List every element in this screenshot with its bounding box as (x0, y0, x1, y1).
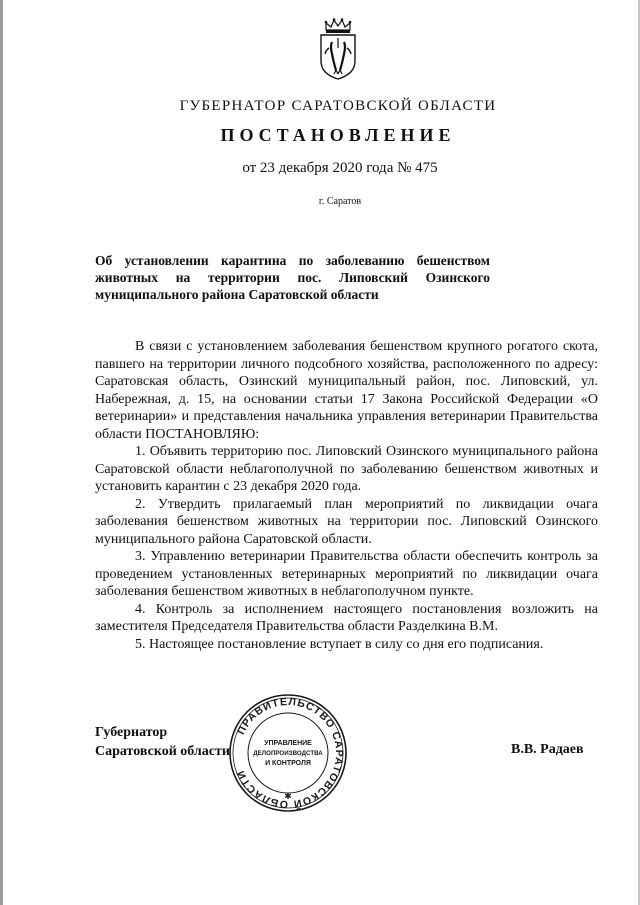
body-item-5: 5. Настоящее постановление вступает в силу со дня его подписания. (135, 636, 544, 652)
body-item-4: 4. Контроль за исполнением настоящего постановления возложить на заместителя Председателя Правительства области Разделкина В.М. (95, 601, 598, 634)
document-type-heading: ПОСТАНОВЛЕНИЕ (220, 125, 456, 145)
signatory-name: В.В. Радаев (511, 742, 584, 757)
stamp-line-3: И КОНТРОЛЯ (265, 760, 311, 767)
coat-of-arms-icon (317, 18, 359, 80)
stamp-line-1: УПРАВЛЕНИЕ (264, 740, 312, 747)
document-title: Об установлении карантина по заболеванию бешенством животных на территории пос. Липовский Озинского муниципального района Саратовской области (95, 253, 490, 302)
stamp-line-2: ДЕЛОПРОИЗВОДСТВА (253, 750, 323, 757)
issuer-heading: ГУБЕРНАТОР САРАТОВСКОЙ ОБЛАСТИ (179, 98, 497, 114)
stamp-ring-text: ПРАВИТЕЛЬСТВО САРАТОВСКОЙ ОБЛАСТИ (234, 695, 346, 811)
document-date-number: от 23 декабря 2020 года № 475 (242, 160, 438, 176)
stamp-star-icon: ✱ (284, 791, 292, 801)
signatory-title-line-2: Саратовской области (95, 744, 230, 759)
body-item-2: 2. Утвердить прилагаемый план мероприятий по ликвидации очага заболевания бешенством животных на территории пос. Липовский Озинского муниципального района Саратовской области. (95, 496, 598, 547)
body-item-1: 1. Объявить территорию пос. Липовский Озинского муниципального района Саратовской области неблагополучной по заболеванию бешенством животных и установить карантин с 23 декабря 2020 года. (95, 444, 598, 494)
document-body (95, 338, 598, 653)
body-preamble: В связи с установлением заболевания бешенством крупного рогатого скота, павшего на территории личного подсобного хозяйства, расположенного по адресу: Саратовская область, Озинский муниципальный район, пос. Липовский, ул. Набережная, д. 15, на основании статьи 17 Закона Российской Федерации «О ветеринарии» и представления начальника управления ветеринарии Правительства области ПОСТАНОВЛЯЮ: (95, 339, 598, 442)
signatory-title-line-1: Губернатор (95, 725, 168, 740)
body-item-3: 3. Управлению ветеринарии Правительства области обеспечить контроль за проведением установленных ветеринарных мероприятий по ликвидации очага заболевания бешенством животных в неблагополучном пункте. (95, 549, 598, 599)
signatory-title (95, 723, 230, 761)
document-city: г. Саратов (318, 196, 362, 207)
official-stamp (228, 693, 348, 813)
